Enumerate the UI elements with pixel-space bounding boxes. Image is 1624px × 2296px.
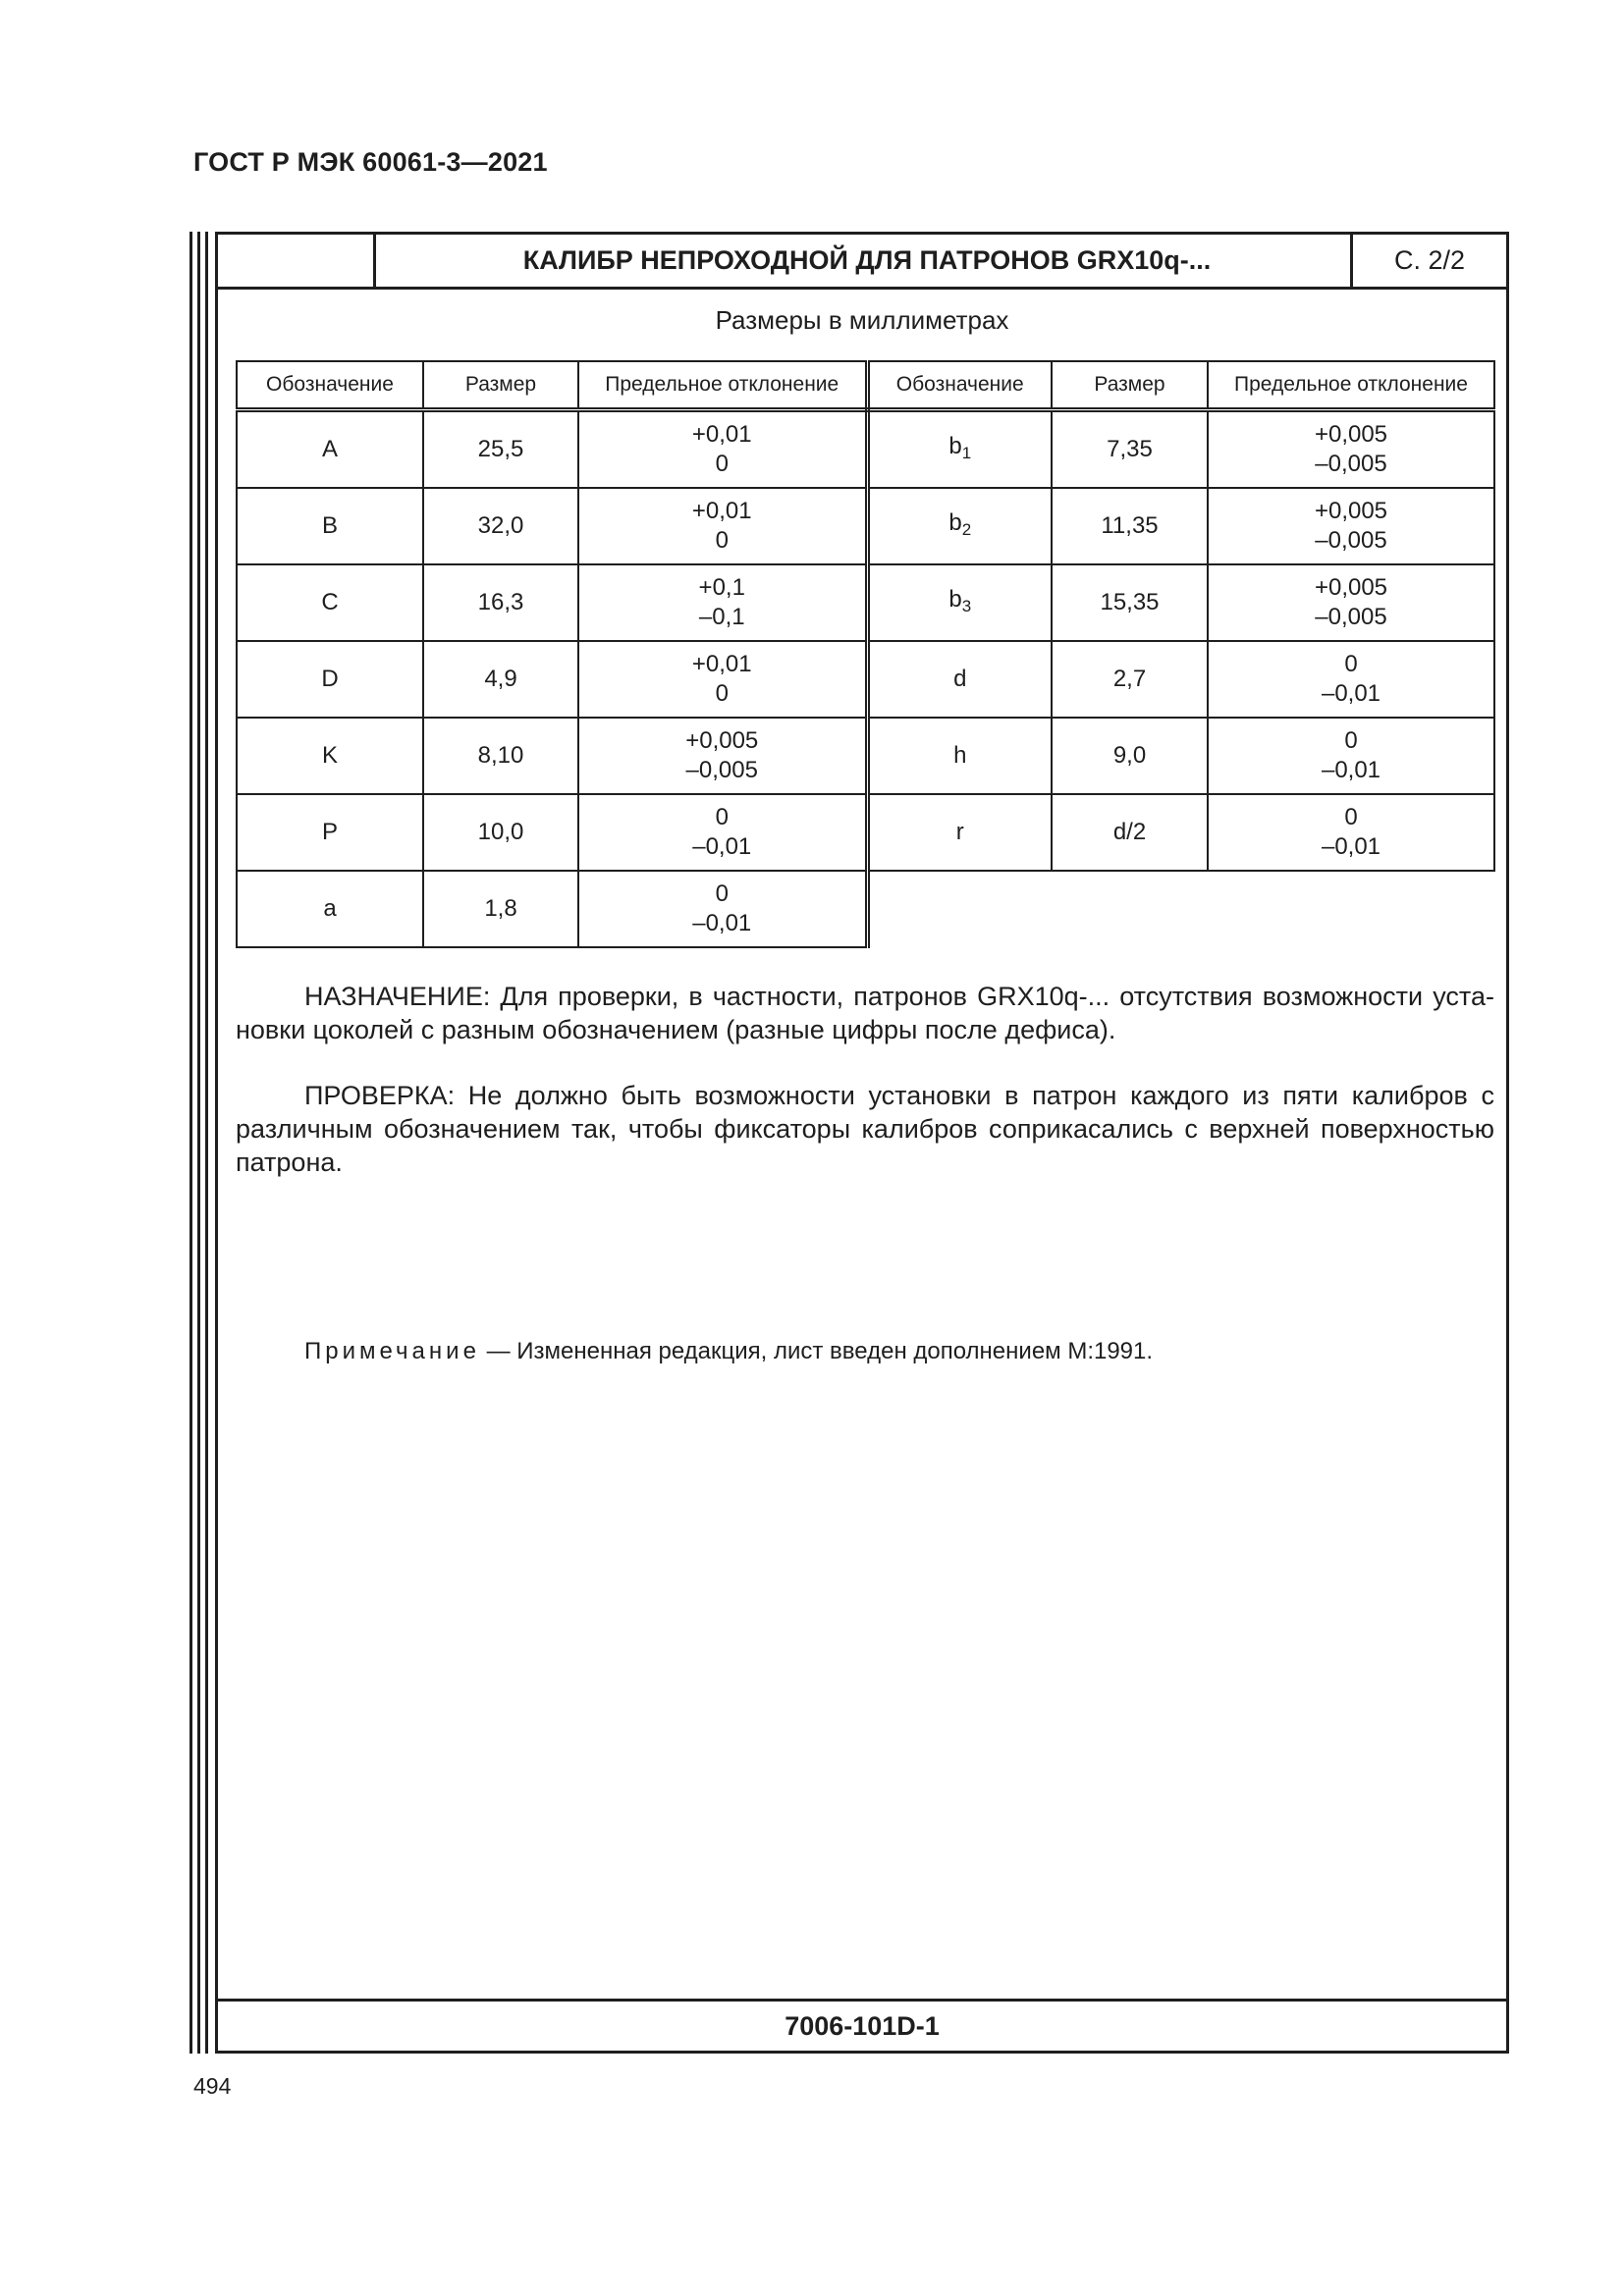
table-header-row — [237, 361, 1494, 410]
page-number: 494 — [193, 2073, 232, 2099]
upper-deviation: +0,01 — [691, 498, 752, 524]
size-cell: 4,9 — [423, 641, 578, 718]
title-block — [218, 235, 1506, 290]
size-cell: 7,35 — [1052, 410, 1208, 489]
column-header: Размер — [423, 361, 578, 410]
upper-deviation: +0,1 — [698, 574, 745, 601]
check-paragraph: ПРОВЕРКА: Не должно быть возможности установки в патрон каждого из пяти калибров с различным обозначением так, чтобы фиксаторы калибров соприкасались с верхней поверхностью патрона. — [236, 1081, 1494, 1177]
deviation-cell — [1208, 488, 1494, 564]
binding-line — [205, 232, 208, 2054]
size-cell: 25,5 — [423, 410, 578, 489]
upper-deviation: +0,01 — [691, 651, 752, 677]
standard-designation: ГОСТ Р МЭК 60061-3—2021 — [193, 147, 548, 177]
designation-subscript: 1 — [961, 443, 972, 462]
upper-deviation: 0 — [1344, 651, 1358, 677]
size-cell: 32,0 — [423, 488, 578, 564]
size-cell: d/2 — [1052, 794, 1208, 871]
lower-deviation: –0,005 — [1315, 604, 1387, 630]
size-cell: 16,3 — [423, 564, 578, 641]
upper-deviation: +0,005 — [685, 727, 759, 754]
note-label: Примечание — [304, 1338, 480, 1364]
designation-subscript: 2 — [961, 519, 972, 539]
sheet-code: 7006-101D-1 — [218, 1999, 1506, 2051]
binding-line — [197, 232, 200, 2054]
designation-symbol: b — [948, 585, 962, 613]
upper-deviation: 0 — [715, 881, 729, 907]
column-header: Предельное отклонение — [1208, 361, 1494, 410]
designation-cell: B — [237, 488, 423, 564]
deviation-cell — [578, 410, 867, 489]
purpose-paragraph: НАЗНАЧЕНИЕ: Для проверки, в частности, патронов GRX10q-... отсутствия возможности установки цоколей с разным обозначением (разные цифры после дефиса). — [236, 982, 1494, 1044]
upper-deviation: 0 — [1344, 804, 1358, 830]
designation-cell: C — [237, 564, 423, 641]
table-row — [237, 488, 1494, 564]
upper-deviation: 0 — [715, 804, 729, 830]
designation-cell: a — [237, 871, 423, 947]
lower-deviation: –0,01 — [1321, 680, 1381, 707]
designation-cell: A — [237, 410, 423, 489]
lower-deviation: 0 — [715, 527, 729, 554]
designation-symbol: b — [948, 432, 962, 459]
empty-cell — [867, 871, 1052, 947]
lower-deviation: –0,01 — [692, 833, 752, 860]
table-row — [237, 564, 1494, 641]
size-cell: 8,10 — [423, 718, 578, 794]
lower-deviation: –0,01 — [692, 910, 752, 936]
column-header: Обозначение — [867, 361, 1052, 410]
lower-deviation: –0,005 — [685, 757, 758, 783]
deviation-cell — [578, 564, 867, 641]
lower-deviation: 0 — [715, 680, 729, 707]
size-cell: 10,0 — [423, 794, 578, 871]
designation-symbol: b — [948, 508, 962, 536]
designation-cell — [867, 410, 1052, 489]
table-row — [237, 871, 1494, 947]
column-header: Предельное отклонение — [578, 361, 867, 410]
deviation-cell — [578, 718, 867, 794]
table-row — [237, 794, 1494, 871]
lower-deviation: –0,005 — [1315, 527, 1387, 554]
deviation-cell — [1208, 410, 1494, 489]
size-cell: 9,0 — [1052, 718, 1208, 794]
designation-cell: h — [867, 718, 1052, 794]
upper-deviation: 0 — [1344, 727, 1358, 754]
designation-cell: d — [867, 641, 1052, 718]
drawing-sheet-frame — [215, 232, 1509, 2054]
designation-cell — [867, 488, 1052, 564]
column-header: Обозначение — [237, 361, 423, 410]
column-header: Размер — [1052, 361, 1208, 410]
binding-line — [189, 232, 192, 2054]
note — [304, 1338, 1153, 1365]
lower-deviation: –0,1 — [698, 604, 745, 630]
deviation-cell — [578, 488, 867, 564]
sheet-title: КАЛИБР НЕПРОХОДНОЙ ДЛЯ ПАТРОНОВ GRX10q-... — [522, 245, 1212, 275]
lower-deviation: –0,005 — [1315, 451, 1387, 477]
size-cell: 11,35 — [1052, 488, 1208, 564]
size-cell: 15,35 — [1052, 564, 1208, 641]
size-cell: 1,8 — [423, 871, 578, 947]
designation-cell: D — [237, 641, 423, 718]
deviation-cell — [578, 794, 867, 871]
table-row — [237, 410, 1494, 489]
note-text: — Измененная редакция, лист введен дополнением М:1991. — [479, 1338, 1154, 1364]
dimensions-table — [236, 360, 1495, 948]
deviation-cell — [1208, 641, 1494, 718]
table-row — [237, 718, 1494, 794]
deviation-cell — [1208, 718, 1494, 794]
designation-cell: K — [237, 718, 423, 794]
deviation-cell — [1208, 564, 1494, 641]
lower-deviation: –0,01 — [1321, 757, 1381, 783]
size-cell: 2,7 — [1052, 641, 1208, 718]
designation-cell — [867, 564, 1052, 641]
lower-deviation: 0 — [715, 451, 729, 477]
lower-deviation: –0,01 — [1321, 833, 1381, 860]
title-blank-cell — [218, 235, 376, 287]
empty-cell — [1208, 871, 1494, 947]
empty-cell — [1052, 871, 1208, 947]
designation-subscript: 3 — [961, 596, 972, 615]
sheet-page: С. 2/2 — [1350, 235, 1506, 287]
table-row — [237, 641, 1494, 718]
upper-deviation: +0,005 — [1314, 421, 1388, 448]
upper-deviation: +0,005 — [1314, 498, 1388, 524]
upper-deviation: +0,01 — [691, 421, 752, 448]
deviation-cell — [578, 641, 867, 718]
deviation-cell — [1208, 794, 1494, 871]
upper-deviation: +0,005 — [1314, 574, 1388, 601]
units-caption: Размеры в миллиметрах — [715, 305, 1009, 335]
designation-cell: r — [867, 794, 1052, 871]
deviation-cell — [578, 871, 867, 947]
designation-cell: P — [237, 794, 423, 871]
